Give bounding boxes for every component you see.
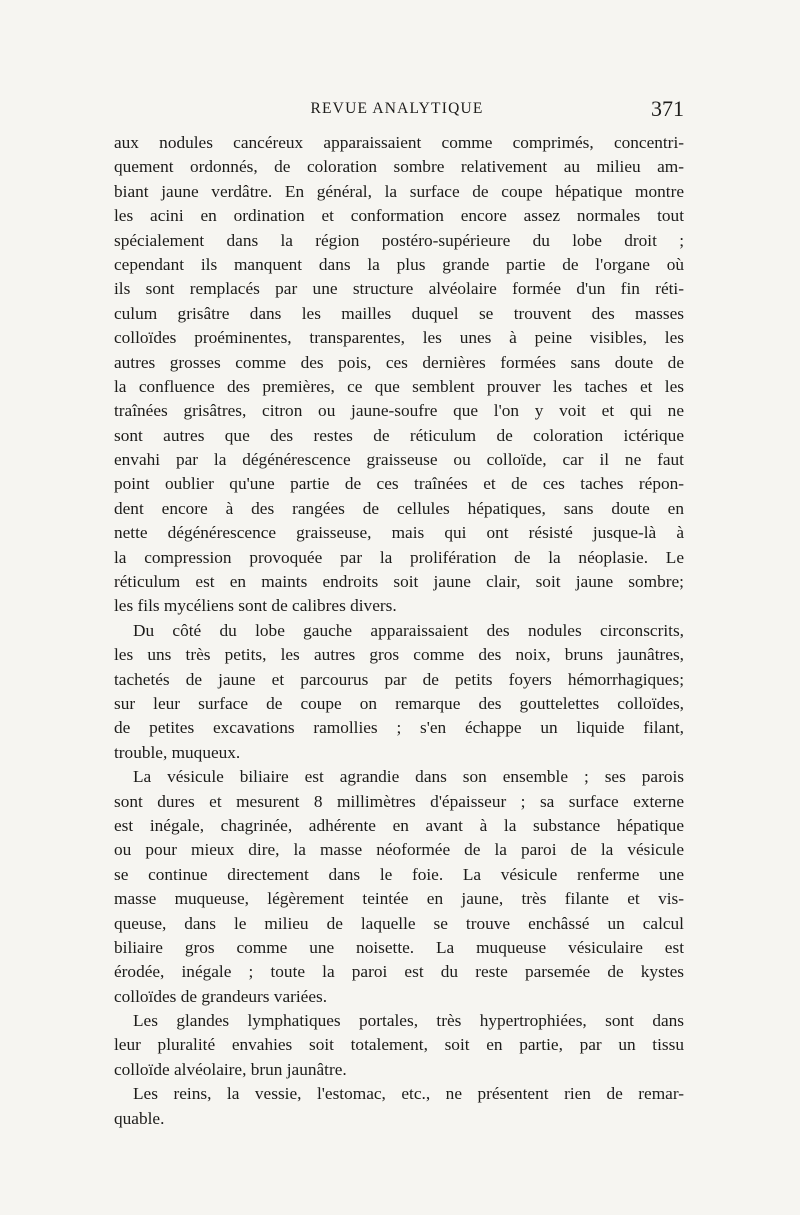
- text-line: Les glandes lymphatiques portales, très hypertrophiées, sont dans: [133, 1011, 684, 1031]
- text-line: La vésicule biliaire est agrandie dans son ensemble ; ses parois: [133, 767, 684, 787]
- paragraph-2: [114, 619, 684, 765]
- text-line: Du côté du lobe gauche apparaissaient des nodules circonscrits,: [133, 620, 684, 640]
- running-title: REVUE ANALYTIQUE: [310, 100, 484, 117]
- page-number: 371: [651, 96, 684, 121]
- running-head: [110, 96, 684, 122]
- text-line: érodée, inégale ; toute la paroi est du reste parsemée de kystes: [114, 962, 684, 982]
- text-line: ils sont remplacés par une structure alvéolaire formée d'un fin réti-: [114, 279, 684, 299]
- text-line: est inégale, chagrinée, adhérente en avant à la substance hépatique: [114, 815, 684, 835]
- text-line: aux nodules cancéreux apparaissaient comme comprimés, concentri-: [114, 133, 684, 152]
- text-line: queuse, dans le milieu de laquelle se trouve enchâssé un calcul: [114, 913, 684, 933]
- text-line: quement ordonnés, de coloration sombre relativement au milieu am-: [114, 157, 684, 177]
- paragraph-5: [114, 1082, 684, 1131]
- text-line: ou pour mieux dire, la masse néoformée de la paroi de la vésicule: [114, 840, 684, 860]
- text-line: la compression provoquée par la prolifération de la néoplasie. Le: [114, 547, 684, 567]
- text-line: cependant ils manquent dans la plus grande partie de l'organe où: [114, 254, 684, 274]
- text-line: sur leur surface de coupe on remarque des gouttelettes colloïdes,: [114, 693, 684, 713]
- text-line: les fils mycéliens sont de calibres divers.: [114, 596, 397, 616]
- text-line: quable.: [114, 1108, 165, 1128]
- text-line: biant jaune verdâtre. En général, la surface de coupe hépatique montre: [114, 181, 684, 201]
- text-line: Les reins, la vessie, l'estomac, etc., ne présentent rien de remar-: [133, 1084, 684, 1104]
- text-line: sont dures et mesurent 8 millimètres d'épaisseur ; sa surface externe: [114, 791, 684, 811]
- paragraph-4: [114, 1009, 684, 1082]
- text-line: traînées grisâtres, citron ou jaune-soufre que l'on y voit et qui ne: [114, 401, 684, 421]
- text-line: point oublier qu'une partie de ces traînées et de ces taches répon-: [114, 474, 684, 494]
- text-line: nette dégénérescence graisseuse, mais qui ont résisté jusque-là à: [114, 523, 684, 543]
- text-line: colloïde alvéolaire, brun jaunâtre.: [114, 1059, 347, 1079]
- text-line: de petites excavations ramollies ; s'en échappe un liquide filant,: [114, 718, 684, 738]
- text-line: colloïdes proéminentes, transparentes, les unes à peine visibles, les: [114, 328, 684, 348]
- text-line: culum grisâtre dans les mailles duquel se trouvent des masses: [114, 303, 684, 323]
- paragraph-3: [114, 765, 684, 1009]
- text-line: colloïdes de grandeurs variées.: [114, 986, 328, 1006]
- text-line: les acini en ordination et conformation encore assez normales tout: [114, 206, 684, 226]
- text-line: masse muqueuse, légèrement teintée en jaune, très filante et vis-: [114, 889, 684, 909]
- text-line: biliaire gros comme une noisette. La muqueuse vésiculaire est: [114, 937, 684, 957]
- paragraph-1: [114, 131, 684, 619]
- text-line: se continue directement dans le foie. La vésicule renferme une: [114, 864, 684, 884]
- text-line: spécialement dans la région postéro-supérieure du lobe droit ;: [114, 230, 684, 250]
- text-line: leur pluralité envahies soit totalement, soit en partie, par un tissu: [114, 1035, 684, 1055]
- text-line: les uns très petits, les autres gros comme des noix, bruns jaunâtres,: [114, 645, 684, 665]
- text-line: sont autres que des restes de réticulum de coloration ictérique: [114, 425, 684, 445]
- text-line: envahi par la dégénérescence graisseuse ou colloïde, car il ne faut: [114, 450, 684, 470]
- body-text: [114, 131, 684, 1131]
- text-line: réticulum est en maints endroits soit jaune clair, soit jaune sombre;: [114, 572, 684, 592]
- text-line: la confluence des premières, ce que semblent prouver les taches et les: [114, 376, 684, 396]
- text-line: dent encore à des rangées de cellules hépatiques, sans doute en: [114, 498, 684, 518]
- text-line: autres grosses comme des pois, ces dernières formées sans doute de: [114, 352, 684, 372]
- text-line: tachetés de jaune et parcourus par de petits foyers hémorrhagiques;: [114, 669, 684, 689]
- text-line: trouble, muqueux.: [114, 742, 241, 762]
